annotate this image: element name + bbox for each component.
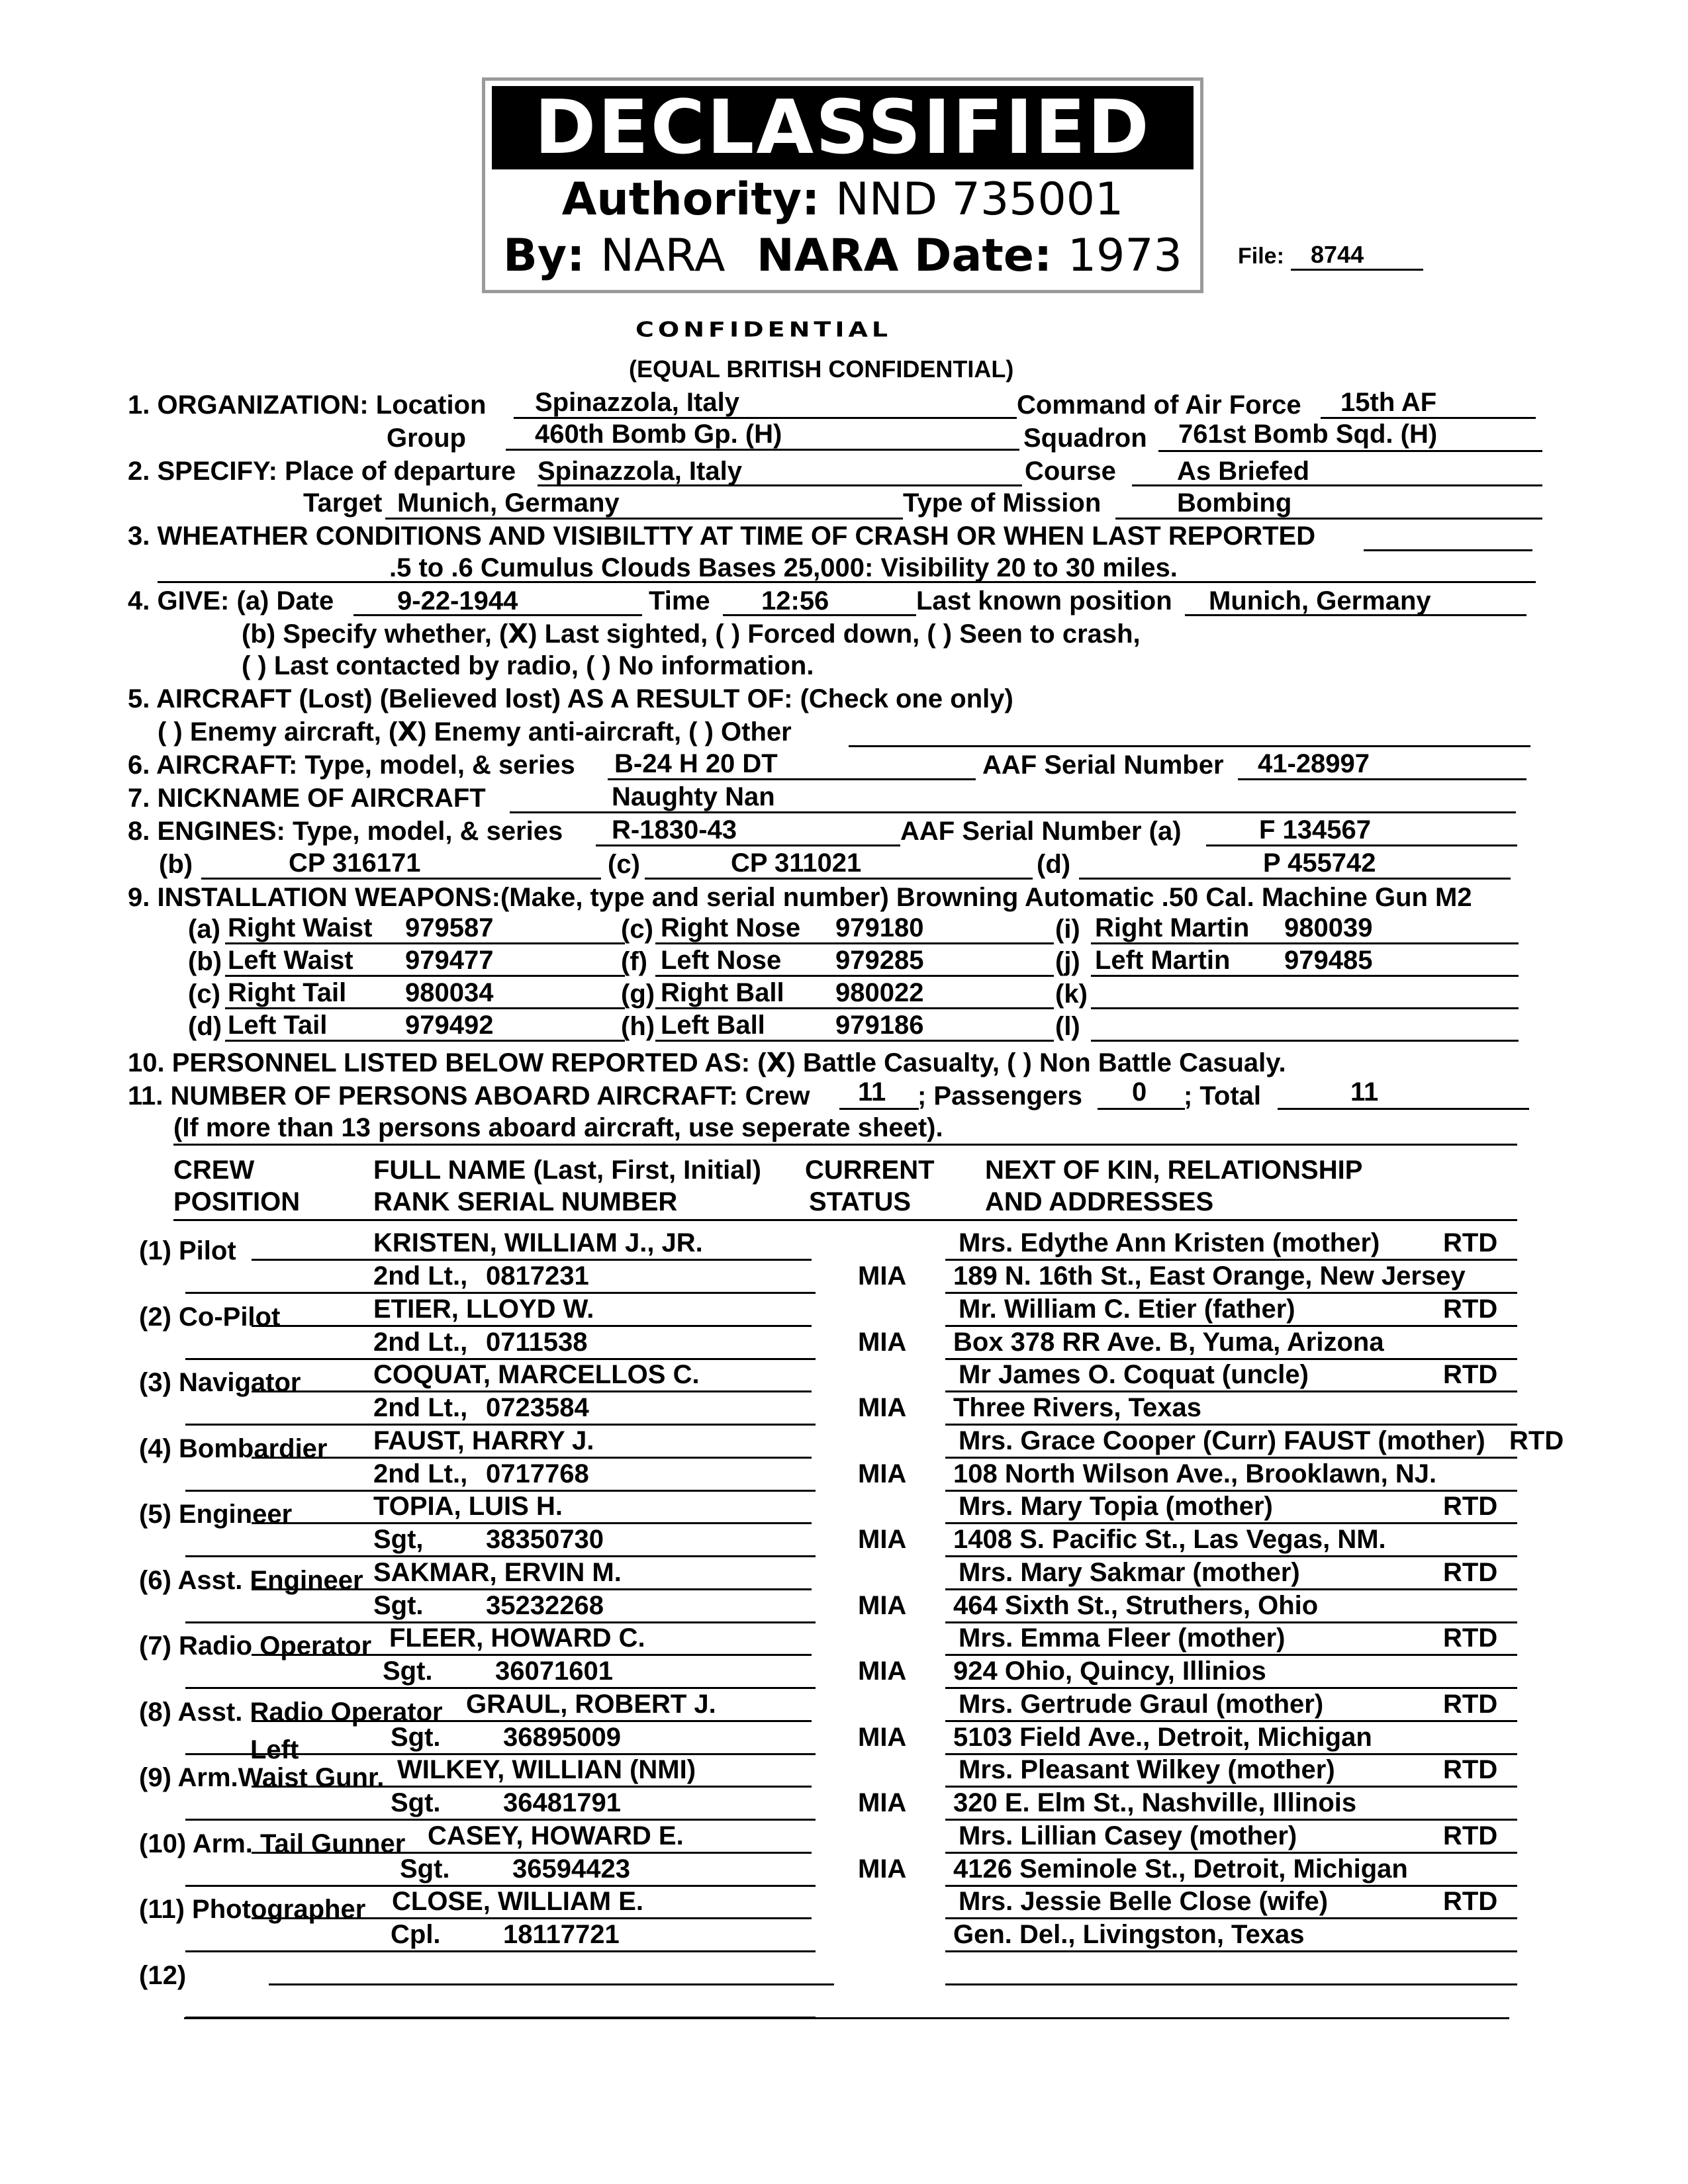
kin-address: 5103 Field Ave., Detroit, Michigan <box>953 1722 1372 1752</box>
kin-line <box>945 1983 1517 1985</box>
crew-name-line <box>252 1325 812 1327</box>
last-contacted-line: ( ) Last contacted by radio, ( ) No information. <box>242 651 814 680</box>
engine-d-value: P 455742 <box>1263 848 1376 878</box>
crew-name: CASEY, HOWARD E. <box>428 1821 684 1850</box>
persons-aboard-label: 11. NUMBER OF PERSONS ABOARD AIRCRAFT: Crew <box>128 1081 810 1111</box>
kin-status: RTD <box>1443 1492 1498 1521</box>
other-line <box>849 745 1530 747</box>
crew-rank: 2nd Lt., <box>373 1327 468 1357</box>
course-label: Course <box>1025 457 1116 486</box>
weapon-key: (a) <box>188 915 220 944</box>
engine-a-line <box>1206 844 1517 846</box>
weapon-key: (c) <box>621 915 653 944</box>
crew-serial: 0717768 <box>486 1459 589 1488</box>
next-of-kin: Mrs. Jessie Belle Close (wife) <box>959 1887 1329 1916</box>
weapon-key: (b) <box>188 947 222 976</box>
weapon-position: Left Tail <box>228 1011 328 1040</box>
file-underline <box>1291 269 1423 271</box>
crew-position: (8) Asst. Radio Operator <box>139 1697 443 1727</box>
position-line <box>1185 614 1526 616</box>
engine-d-label: (d) <box>1037 850 1071 879</box>
weapon-line <box>225 1040 625 1042</box>
weapon-serial: 979186 <box>835 1011 924 1040</box>
aircraft-serial-value: 41-28997 <box>1258 749 1370 778</box>
weapon-serial: 979485 <box>1284 946 1373 975</box>
time-line <box>723 614 916 616</box>
nickname-value: Naughty Nan <box>612 782 775 811</box>
crew-position: (1) Pilot <box>139 1236 236 1265</box>
crew-name-line <box>252 1259 812 1261</box>
crew-name: SAKMAR, ERVIN M. <box>373 1557 622 1587</box>
aircraft-type-line <box>608 778 976 780</box>
weapon-serial: 980034 <box>405 978 494 1007</box>
weapon-position: Right Martin <box>1095 913 1250 942</box>
stamp-by-date: By: NARA NARA Date: 1973 <box>503 230 1182 282</box>
file-number: 8744 <box>1311 241 1364 268</box>
weather-line-1 <box>1364 549 1532 551</box>
address-line <box>945 1950 1517 1952</box>
location-value: Spinazzola, Italy <box>535 388 739 417</box>
position-label: Last known position <box>916 586 1172 615</box>
crew-status: MIA <box>858 1459 907 1488</box>
kin-address: 464 Sixth St., Struthers, Ohio <box>953 1590 1319 1620</box>
weapon-line <box>655 975 1054 977</box>
crew-status: MIA <box>858 1788 907 1817</box>
personnel-reported: 10. PERSONNEL LISTED BELOW REPORTED AS: (X) Battle Casualty, ( ) Non Battle Casualy. <box>128 1048 1286 1078</box>
weapon-line <box>225 1007 625 1009</box>
kin-line <box>945 1720 1517 1722</box>
aircraft-lost-label: 5. AIRCRAFT (Lost) (Believed lost) AS A RESULT OF: (Check one only) <box>128 684 1013 713</box>
crew-name-line <box>252 1654 812 1656</box>
crew-name: CLOSE, WILLIAM E. <box>392 1887 643 1916</box>
group-line <box>506 449 1019 451</box>
engine-b-label: (b) <box>159 850 193 879</box>
weapon-line <box>655 1007 1054 1009</box>
weapon-position: Left Martin <box>1095 946 1231 975</box>
crew-name-line <box>252 1588 812 1590</box>
aircraft-type-label: 6. AIRCRAFT: Type, model, & series <box>128 751 575 780</box>
squadron-value: 761st Bomb Sqd. (H) <box>1178 420 1438 449</box>
total-count: 11 <box>1350 1077 1379 1107</box>
weapon-key: (f) <box>621 947 647 976</box>
weapon-key: (g) <box>621 979 655 1009</box>
crew-rank: Sgt. <box>391 1722 441 1752</box>
crew-serial: 0711538 <box>486 1327 588 1357</box>
weapon-position: Right Waist <box>228 913 373 942</box>
crew-status: MIA <box>858 1722 907 1752</box>
weapon-position: Right Ball <box>661 978 784 1007</box>
classification-heading: CONFIDENTIAL <box>635 318 892 342</box>
command-line <box>1321 417 1536 419</box>
kin-line <box>945 1325 1517 1327</box>
give-date-label: 4. GIVE: (a) Date <box>128 586 334 615</box>
next-of-kin: Mrs. Emma Fleer (mother) <box>959 1623 1286 1653</box>
crew-position-note: Left <box>250 1735 299 1764</box>
kin-address: 320 E. Elm St., Nashville, Illinois <box>953 1788 1357 1817</box>
weapon-line <box>1091 1007 1519 1009</box>
crew-serial: 0723584 <box>486 1393 589 1422</box>
specify-whether: (b) Specify whether, (X) Last sighted, ( ) Forced down, ( ) Seen to crash, <box>242 619 1141 649</box>
passengers-label: ; Passengers <box>917 1081 1083 1111</box>
next-of-kin: Mrs. Gertrude Graul (mother) <box>959 1689 1324 1719</box>
next-of-kin: Mrs. Grace Cooper (Curr) FAUST (mother) <box>959 1426 1485 1455</box>
target-value: Munich, Germany <box>397 488 620 518</box>
kin-line <box>945 1654 1517 1656</box>
crew-name-line <box>252 1917 812 1919</box>
organization-label: 1. ORGANIZATION: Location <box>128 390 487 420</box>
kin-address: Box 378 RR Ave. B, Yuma, Arizona <box>953 1327 1384 1357</box>
classification-subtitle: (EQUAL BRITISH CONFIDENTIAL) <box>629 355 1014 383</box>
engine-b-line <box>201 878 601 880</box>
weapon-key: (j) <box>1055 947 1080 976</box>
crew-name-line <box>252 1786 812 1788</box>
crew-name: FLEER, HOWARD C. <box>389 1623 645 1653</box>
next-of-kin: Mr. William C. Etier (father) <box>959 1294 1295 1324</box>
time-value: 12:56 <box>761 586 829 615</box>
crew-position: (5) Engineer <box>139 1500 293 1529</box>
anti-aircraft-check: X <box>397 717 418 747</box>
stamp-authority: Authority: NND 735001 <box>561 173 1124 226</box>
weapon-serial: 980039 <box>1284 913 1373 942</box>
group-value: 460th Bomb Gp. (H) <box>535 420 782 449</box>
crew-name: ETIER, LLOYD W. <box>373 1294 594 1324</box>
crew-status: MIA <box>858 1393 907 1422</box>
kin-line <box>945 1522 1517 1524</box>
weapon-line <box>225 942 625 944</box>
engine-a-value: F 134567 <box>1259 815 1372 844</box>
total-line <box>1278 1108 1529 1110</box>
header-line <box>173 1219 1517 1221</box>
crew-position: (10) Arm. Tail Gunner <box>139 1829 406 1858</box>
crew-rank: 2nd Lt., <box>373 1261 468 1291</box>
weapon-key: (c) <box>188 979 220 1009</box>
passengers-count: 0 <box>1132 1077 1147 1107</box>
next-of-kin: Mrs. Edythe Ann Kristen (mother) <box>959 1228 1380 1257</box>
crew-position: (11) Photographer <box>139 1895 366 1924</box>
kin-status: RTD <box>1443 1821 1498 1850</box>
header-addresses: AND ADDRESSES <box>985 1187 1214 1216</box>
crew-name: GRAUL, ROBERT J. <box>466 1689 716 1719</box>
kin-address: 1408 S. Pacific St., Las Vegas, NM. <box>953 1525 1386 1554</box>
crew-name-line <box>252 1522 812 1524</box>
crew-serial: 36594423 <box>512 1854 630 1884</box>
weapon-key: (k) <box>1055 979 1088 1009</box>
crew-serial: 36481791 <box>503 1788 621 1817</box>
crew-serial: 36895009 <box>503 1722 621 1752</box>
specify-label: 2. SPECIFY: Place of departure <box>128 457 516 486</box>
squadron-line <box>1158 450 1542 452</box>
weapon-serial: 979492 <box>405 1011 494 1040</box>
weapon-line <box>1091 942 1519 944</box>
crew-rank: Cpl. <box>391 1920 441 1949</box>
weapon-line <box>225 975 625 977</box>
weapon-line <box>655 942 1054 944</box>
crew-status: MIA <box>858 1261 907 1291</box>
crew-count: 11 <box>858 1077 886 1107</box>
kin-status: RTD <box>1443 1689 1498 1719</box>
file-label: File: <box>1238 244 1284 269</box>
declassified-stamp <box>482 77 1203 293</box>
crew-name-line <box>252 1720 812 1722</box>
weather-value: .5 to .6 Cumulus Clouds Bases 25,000: Visibility 20 to 30 miles. <box>389 553 1178 582</box>
kin-line <box>945 1917 1517 1919</box>
command-value: 15th AF <box>1340 388 1437 417</box>
position-value: Munich, Germany <box>1209 586 1431 615</box>
kin-status: RTD <box>1443 1360 1498 1389</box>
crew-serial: 0817231 <box>486 1261 589 1291</box>
persons-note: (If more than 13 persons aboard aircraft, use seperate sheet). <box>173 1113 943 1142</box>
next-of-kin: Mr James O. Coquat (uncle) <box>959 1360 1309 1389</box>
weapon-position: Left Nose <box>661 946 782 975</box>
header-crew: CREW <box>173 1156 255 1185</box>
kin-line <box>945 1852 1517 1854</box>
nickname-label: 7. NICKNAME OF AIRCRAFT <box>128 784 486 813</box>
header-status: STATUS <box>809 1187 912 1216</box>
course-value: As Briefed <box>1177 457 1310 486</box>
crew-serial: 38350730 <box>486 1525 604 1554</box>
crew-rank: 2nd Lt., <box>373 1459 468 1488</box>
weather-label: 3. WHEATHER CONDITIONS AND VISIBILTTY AT TIME OF CRASH OR WHEN LAST REPORTED <box>128 522 1316 551</box>
weapon-key: (d) <box>188 1012 222 1041</box>
weapon-key: (i) <box>1055 915 1080 944</box>
crew-status: MIA <box>858 1590 907 1620</box>
time-label: Time <box>649 586 710 615</box>
next-of-kin: Mrs. Pleasant Wilkey (mother) <box>959 1755 1335 1784</box>
crew-rank: Sgt. <box>391 1788 441 1817</box>
engine-c-line <box>645 878 1033 880</box>
weather-line-2 <box>158 581 1536 583</box>
crew-position: (6) Asst. Engineer <box>139 1565 363 1595</box>
kin-address: 924 Ohio, Quincy, Illinios <box>953 1657 1266 1686</box>
engine-type-value: R-1830-43 <box>612 815 737 844</box>
location-line <box>514 417 1017 419</box>
group-label: Group <box>387 424 466 453</box>
crew-rank-line <box>185 1950 816 1952</box>
header-full-name: FULL NAME (Last, First, Initial) <box>373 1156 761 1185</box>
crew-name: KRISTEN, WILLIAM J., JR. <box>373 1228 703 1257</box>
weapon-line <box>655 1040 1054 1042</box>
header-current: CURRENT <box>805 1156 935 1185</box>
kin-line <box>945 1786 1517 1788</box>
engines-label: 8. ENGINES: Type, model, & series <box>128 817 563 846</box>
crew-position: (7) Radio Operator <box>139 1631 372 1661</box>
crew-rank: Sgt. <box>383 1657 433 1686</box>
battle-casualty-check: X <box>766 1048 787 1078</box>
weapon-serial: 979285 <box>835 946 924 975</box>
mission-line <box>1115 518 1542 520</box>
aircraft-lost-options: ( ) Enemy aircraft, (X) Enemy anti-aircraft, ( ) Other <box>158 717 792 747</box>
mission-type-label: Type of Mission <box>903 488 1102 518</box>
next-of-kin: Mrs. Mary Topia (mother) <box>959 1492 1273 1521</box>
header-position: POSITION <box>173 1187 301 1216</box>
weapon-serial: 979180 <box>835 913 924 942</box>
crew-name-line <box>269 1983 834 1985</box>
target-line <box>385 518 903 520</box>
mission-type-value: Bombing <box>1177 488 1292 518</box>
next-of-kin: Mrs. Lillian Casey (mother) <box>959 1821 1297 1850</box>
squadron-label: Squadron <box>1023 424 1147 453</box>
crew-position: (12) <box>139 1960 187 1990</box>
crew-name-line <box>252 1390 812 1392</box>
weapon-serial: 979477 <box>405 946 494 975</box>
crew-name: WILKEY, WILLIAN (NMI) <box>397 1755 696 1784</box>
crew-status: MIA <box>858 1327 907 1357</box>
kin-address: 4126 Seminole St., Detroit, Michigan <box>953 1854 1408 1884</box>
weapon-position: Left Ball <box>661 1011 765 1040</box>
kin-status: RTD <box>1443 1887 1498 1916</box>
kin-address: Three Rivers, Texas <box>953 1393 1202 1422</box>
kin-status: RTD <box>1443 1228 1498 1257</box>
header-next-of-kin: NEXT OF KIN, RELATIONSHIP <box>985 1156 1363 1185</box>
date-line <box>353 614 642 616</box>
kin-address: 108 North Wilson Ave., Brooklawn, NJ. <box>953 1459 1437 1488</box>
course-line <box>1132 484 1542 486</box>
crew-name: FAUST, HARRY J. <box>373 1426 594 1455</box>
kin-status: RTD <box>1443 1755 1498 1784</box>
crew-serial: 35232268 <box>486 1590 604 1620</box>
crew-rank: Sgt, <box>373 1525 424 1554</box>
crew-status: MIA <box>858 1657 907 1686</box>
engine-c-value: CP 311021 <box>731 848 862 878</box>
target-label: Target <box>303 488 383 518</box>
engine-d-line <box>1079 878 1511 880</box>
passengers-line <box>1098 1108 1185 1110</box>
stamp-title: DECLASSIFIED <box>492 86 1194 169</box>
weapons-label: 9. INSTALLATION WEAPONS:(Make, type and serial number) Browning Automatic .50 Cal. Machine Gun M2 <box>128 883 1472 912</box>
total-label: ; Total <box>1184 1081 1262 1111</box>
kin-address: Gen. Del., Livingston, Texas <box>953 1920 1305 1949</box>
next-of-kin: Mrs. Mary Sakmar (mother) <box>959 1557 1300 1587</box>
crew-serial: 36071601 <box>495 1657 613 1686</box>
weapon-position: Left Waist <box>228 946 353 975</box>
weapon-serial: 979587 <box>405 913 494 942</box>
date-value: 9-22-1944 <box>397 586 518 615</box>
crew-rank: 2nd Lt., <box>373 1393 468 1422</box>
aircraft-serial-label: AAF Serial Number <box>982 751 1224 780</box>
kin-status: RTD <box>1443 1557 1498 1587</box>
kin-line <box>945 1588 1517 1590</box>
kin-status: RTD <box>1509 1426 1564 1455</box>
kin-line <box>945 1390 1517 1392</box>
header-rank-serial: RANK SERIAL NUMBER <box>373 1187 678 1216</box>
crew-position: (2) Co-Pilot <box>139 1302 281 1332</box>
departure-line <box>538 484 1022 486</box>
weapon-line <box>1091 975 1519 977</box>
kin-line <box>945 1457 1517 1459</box>
weapon-position: Right Nose <box>661 913 801 942</box>
crew-rank: Sgt. <box>373 1590 424 1620</box>
weapon-serial: 980022 <box>835 978 924 1007</box>
kin-status: RTD <box>1443 1294 1498 1324</box>
note-line <box>173 1144 1517 1146</box>
crew-name-line <box>252 1457 812 1459</box>
crew-position: (3) Navigator <box>139 1368 301 1397</box>
crew-name-line <box>252 1852 812 1854</box>
engine-serial-label: AAF Serial Number (a) <box>900 817 1182 846</box>
crew-rank: Sgt. <box>400 1854 450 1884</box>
engine-c-label: (c) <box>608 850 640 879</box>
kin-line <box>945 1259 1517 1261</box>
engine-b-value: CP 316171 <box>289 848 421 878</box>
nickname-line <box>510 811 1516 813</box>
crew-serial: 18117721 <box>503 1920 620 1949</box>
weapon-line <box>1091 1040 1519 1042</box>
crew-name: COQUAT, MARCELLOS C. <box>373 1360 700 1389</box>
crew-position: (4) Bombardier <box>139 1433 328 1463</box>
crew-position: (9) Arm.Waist Gunr. <box>139 1763 385 1792</box>
aircraft-type-value: B-24 H 20 DT <box>614 749 778 778</box>
crew-status: MIA <box>858 1525 907 1554</box>
kin-status: RTD <box>1443 1623 1498 1653</box>
weapon-position: Right Tail <box>228 978 347 1007</box>
crew-status: MIA <box>858 1854 907 1884</box>
departure-value: Spinazzola, Italy <box>538 457 742 486</box>
weapon-key: (h) <box>621 1012 655 1041</box>
crew-name: TOPIA, LUIS H. <box>373 1492 563 1521</box>
weapon-key: (l) <box>1055 1012 1080 1041</box>
bottom-line <box>184 2017 1509 2019</box>
command-label: Command of Air Force <box>1017 390 1301 420</box>
aircraft-serial-line <box>1238 778 1526 780</box>
kin-address: 189 N. 16th St., East Orange, New Jersey <box>953 1261 1466 1291</box>
engine-type-line <box>596 844 900 846</box>
last-sighted-check: X <box>508 619 529 649</box>
crew-line <box>839 1108 919 1110</box>
